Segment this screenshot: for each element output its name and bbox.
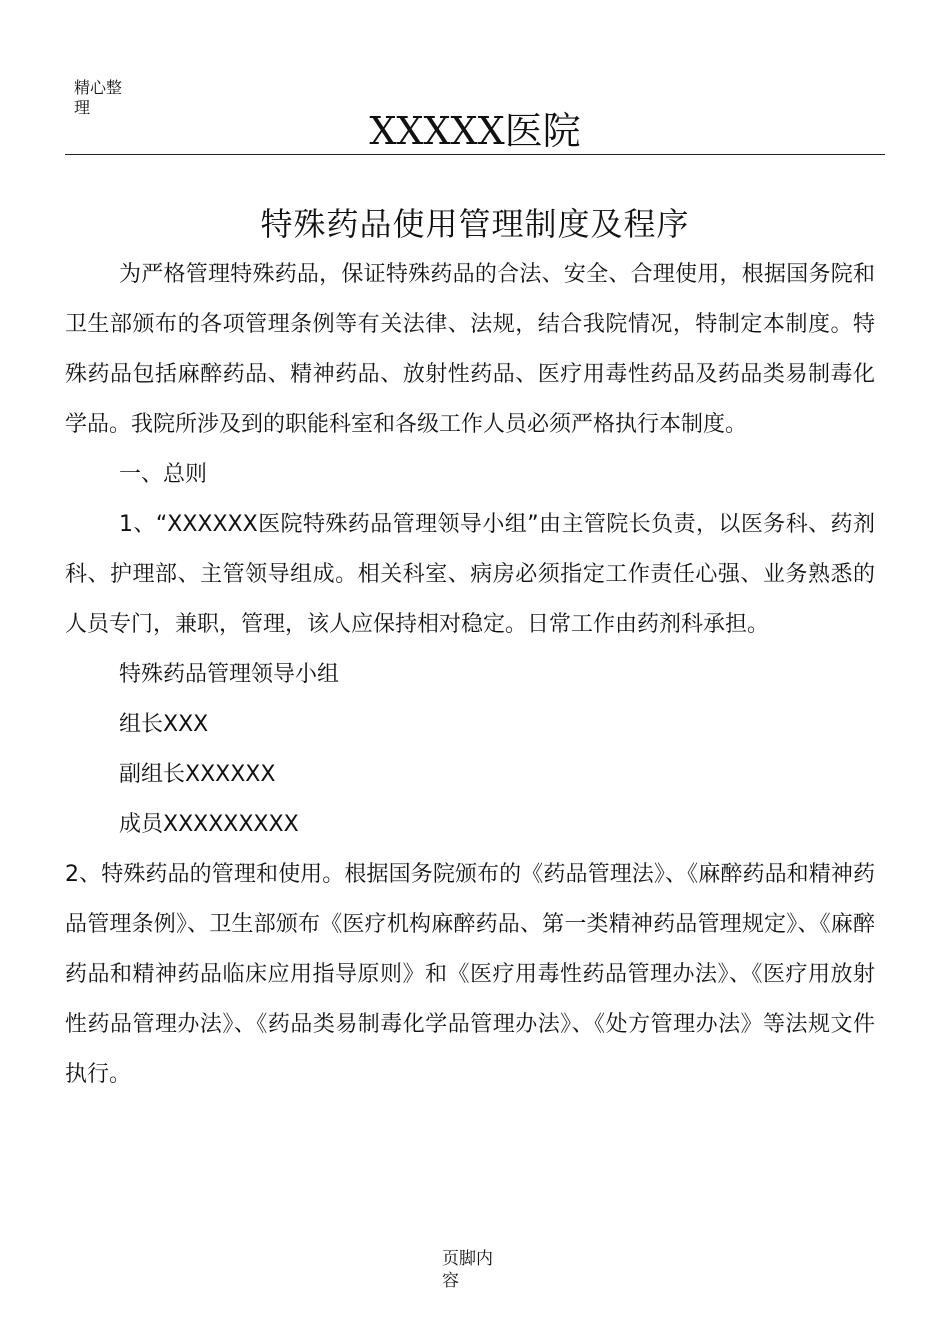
group-leader: 组长XXX: [119, 712, 209, 737]
header-divider: [65, 154, 885, 155]
header-note: 精心整理: [74, 78, 123, 117]
hospital-name: XXXXX医院: [369, 109, 581, 153]
group-deputy: 副组长XXXXXX: [119, 762, 276, 787]
intro-paragraph: 为严格管理特殊药品，保证特殊药品的合法、安全、合理使用，根据国务院和卫生部颁布的各项管理条例等有关法律、法规，结合我院情况，特制定本制度。特殊药品包括麻醉药品、精神药品、放射性药品、医疗用毒性药品及药品类易制毒化学品。我院所涉及到的职能科室和各级工作人员必须严格执行本制度。: [65, 262, 875, 437]
group-title: 特殊药品管理领导小组: [119, 662, 340, 687]
item-1-paragraph: 1、“XXXXXX医院特殊药品管理领导小组”由主管院长负责，以医务科、药剂科、护理部、主管领导组成。相关科室、病房必须指定工作责任心强、业务熟悉的人员专门，兼职，管理，该人应保持相对稳定。日常工作由药剂科承担。: [65, 512, 875, 637]
document-title: 特殊药品使用管理制度及程序: [260, 205, 690, 243]
page-footer: 页脚内容: [442, 1249, 493, 1291]
section-heading-general: 一、总则: [119, 462, 208, 487]
document-body: [65, 250, 875, 1100]
item-2-paragraph: 2、特殊药品的管理和使用。根据国务院颁布的《药品管理法》、《麻醉药品和精神药品管理条例》、卫生部颁布《医疗机构麻醉药品、第一类精神药品管理规定》、《麻醉药品和精神药品临床应用指导原则》和《医疗用毒性药品管理办法》、《医疗用放射性药品管理办法》、《药品类易制毒化学品管理办法》、《处方管理办法》等法规文件执行。: [65, 862, 875, 1087]
group-members: 成员XXXXXXXXX: [119, 812, 299, 837]
